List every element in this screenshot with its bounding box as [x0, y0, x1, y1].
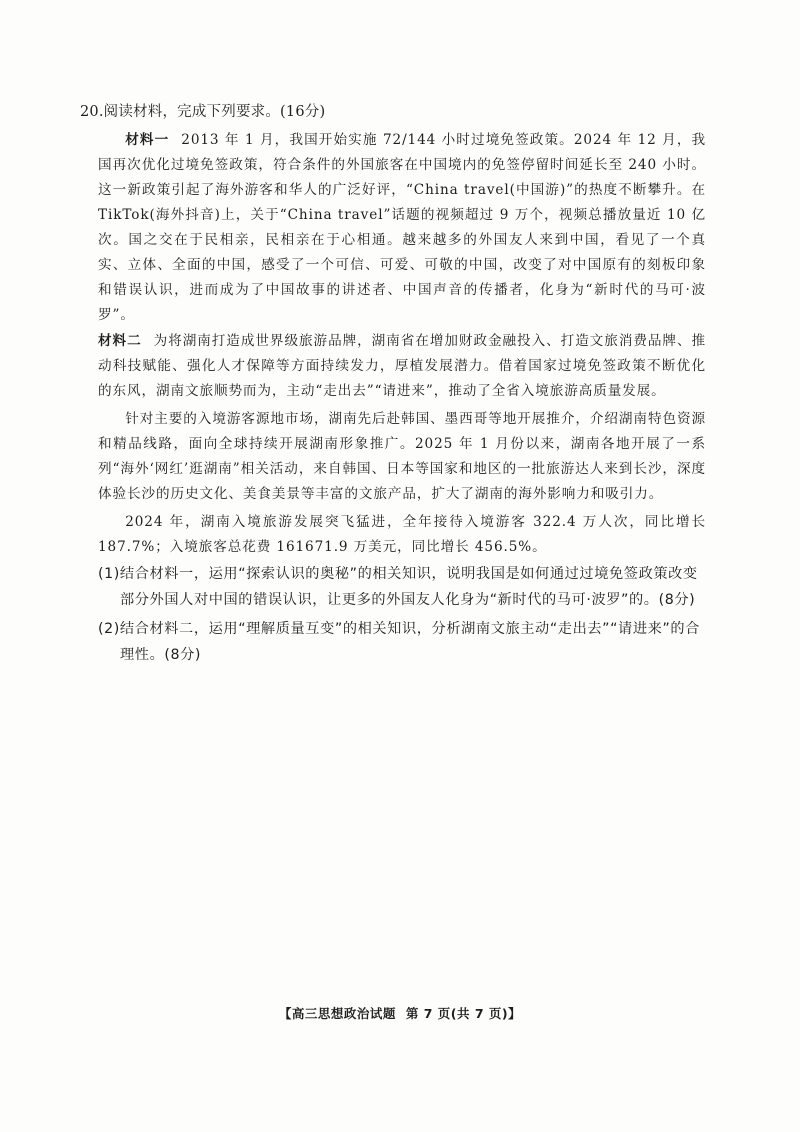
material-two-paragraph-2: 针对主要的入境游客源地市场，湖南先后赴韩国、墨西哥等地开展推介，介绍湖南特色资源和精品线路，面向全球持续开展湖南形象推广。2025 年 1 月份以来，湖南各地开展了一系列“海外‘网红’逛湖南”相关活动，来自韩国、日本等国家和地区的一批旅游达人来到长沙，深度体验长沙的历史文化、美食美景等丰富的文旅产品，扩大了湖南的海外影响力和吸引力。 — [98, 411, 706, 502]
material-two-paragraph-3: 2024 年，湖南入境旅游发展突飞猛进，全年接待入境游客 322.4 万人次，同比增长187.7%；入境旅客总花费 161671.9 万美元，同比增长 456.5%。 — [98, 514, 706, 555]
material-one-label: 材料一 — [125, 132, 170, 148]
task-1: (1)结合材料一，运用“探索认识的奥秘”的相关知识，说明我国是如何通过过境免签政策改变部分外国人对中国的错误认识，让更多的外国友人化身为“新时代的马可·波罗”的。(8分) — [98, 566, 698, 608]
material-two — [98, 329, 706, 404]
footer-page-number: 第 7 页(共 7 页)】 — [405, 1006, 522, 1021]
material-two-paragraph-1: 为将湖南打造成世界级旅游品牌，湖南省在增加财政金融投入、打造文旅消费品牌、推动科技赋能、强化人才保障等方面持续发力，厚植发展潜力。借着国家过境免签政策不断优化的东风，湖南文旅顺势而为，主动“走出去”“请进来”，推动了全省入境旅游高质量发展。 — [98, 333, 707, 399]
question-20 — [80, 100, 707, 668]
material-one-text: 2013 年 1 月，我国开始实施 72/144 小时过境免签政策。2024 年 12 月，我国再次优化过境免签政策，符合条件的外国旅客在中国境内的免签停留时间延长至 240 小时。这一新政策引起了海外游客和华人的广泛好评，“China travel(中国游)”的热度不断攀升。在 TikTok(海外抖音)上，关于“China travel”话题的视频超过 9 万个，视频总播放量近 10 亿次。国之交在于民相亲，民相亲在于心相通。越来越多的外国友人来到中国，看见了一个真实、立体、全面的中国，感受了一个可信、可爱、可敬的中国，改变了对中国原有的刻板印象和错误认识，进而成为了中国故事的讲述者、中国声音的传播者，化身为“新时代的马可·波罗”。 — [98, 132, 707, 323]
page-footer — [0, 1004, 800, 1022]
material-one — [98, 128, 706, 328]
material-two-label: 材料二 — [98, 333, 142, 349]
question-title: 20.阅读材料，完成下列要求。(16分) — [80, 104, 326, 120]
footer-exam-name: 【高三思想政治试题 — [278, 1006, 396, 1021]
task-2: (2)结合材料二，运用“理解质量互变”的相关知识，分析湖南文旅主动“走出去”“请进来”的合理性。(8分) — [98, 621, 700, 663]
